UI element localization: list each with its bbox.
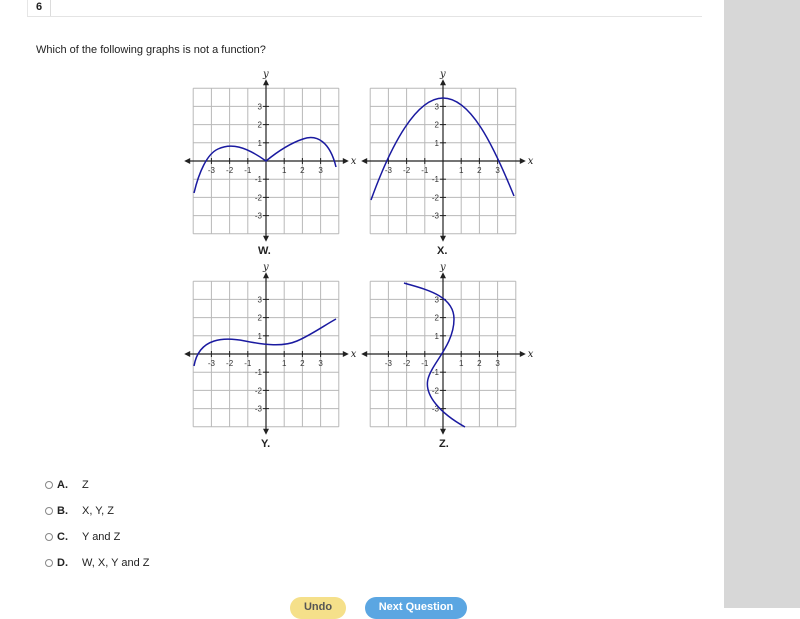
y-tick-label: -2 <box>254 193 262 203</box>
x-tick-label: 1 <box>458 166 464 175</box>
choice-c-letter: C. <box>57 531 68 543</box>
y-tick-label: -3 <box>431 404 439 414</box>
y-tick-label: -1 <box>431 175 439 185</box>
choice-a-text: Z <box>82 479 89 491</box>
choice-b-text: X, Y, Z <box>82 505 115 517</box>
x-axis-arrow-left <box>361 158 367 164</box>
choice-d-letter: D. <box>57 557 68 569</box>
y-tick-label: -2 <box>254 386 262 396</box>
y-axis-name: y <box>440 69 446 81</box>
graph-z <box>362 262 534 455</box>
x-axis-arrow-right <box>520 158 526 164</box>
graph-y <box>185 262 357 455</box>
graph-w-svg <box>185 69 357 262</box>
y-tick-label: 3 <box>257 295 262 305</box>
y-tick-label: -3 <box>254 211 262 221</box>
x-tick-label: -3 <box>384 359 392 368</box>
choice-c[interactable] <box>45 531 120 543</box>
x-tick-label: -3 <box>207 166 215 175</box>
y-tick-label: -3 <box>254 404 262 414</box>
choice-a-radio[interactable] <box>45 481 53 489</box>
y-axis-name: y <box>440 262 446 274</box>
graph-w <box>185 69 357 262</box>
x-axis-arrow-left <box>184 158 190 164</box>
x-tick-label: 3 <box>495 166 500 175</box>
graph-y-label: Y. <box>261 438 271 450</box>
x-axis-arrow-right <box>343 158 349 164</box>
graph-x-label: X. <box>437 245 448 257</box>
x-tick-label: -3 <box>207 359 215 368</box>
header-divider <box>27 16 702 17</box>
graph-w-label: W. <box>258 245 271 257</box>
x-tick-label: -1 <box>244 166 252 175</box>
y-axis-name: y <box>263 69 269 81</box>
y-tick-label: 3 <box>257 102 262 112</box>
x-tick-label: 1 <box>281 166 287 175</box>
question-number: 6 <box>27 0 51 17</box>
x-tick-label: 3 <box>495 359 500 368</box>
x-axis-name: x <box>527 349 534 360</box>
x-axis-arrow-left <box>361 351 367 357</box>
y-tick-label: -1 <box>254 368 262 378</box>
x-axis-name: x <box>527 156 534 167</box>
y-tick-label: 1 <box>434 331 439 341</box>
y-axis-arrow-down <box>263 236 269 242</box>
x-tick-label: 2 <box>300 166 305 175</box>
x-tick-label: 2 <box>477 359 482 368</box>
choice-a[interactable] <box>45 479 89 491</box>
choice-b-radio[interactable] <box>45 507 53 515</box>
y-axis-arrow-down <box>263 429 269 435</box>
x-tick-label: 2 <box>300 359 305 368</box>
y-tick-label: 1 <box>257 138 262 148</box>
y-tick-label: -3 <box>431 211 439 221</box>
x-axis-arrow-right <box>520 351 526 357</box>
y-tick-label: 1 <box>257 331 262 341</box>
x-axis-arrow-right <box>343 351 349 357</box>
y-tick-label: 3 <box>434 102 439 112</box>
choice-c-radio[interactable] <box>45 533 53 541</box>
x-tick-label: -3 <box>384 166 392 175</box>
choice-c-text: Y and Z <box>82 531 121 543</box>
x-tick-label: -1 <box>421 166 429 175</box>
y-tick-label: -2 <box>431 386 439 396</box>
y-tick-label: -2 <box>431 193 439 203</box>
y-axis-arrow-down <box>440 236 446 242</box>
right-gutter <box>724 0 800 608</box>
x-tick-label: 3 <box>318 166 323 175</box>
x-tick-label: 1 <box>281 359 287 368</box>
choice-d-radio[interactable] <box>45 559 53 567</box>
x-tick-label: 3 <box>318 359 323 368</box>
y-axis-arrow-down <box>440 429 446 435</box>
y-tick-label: 2 <box>434 313 439 323</box>
choice-d-text: W, X, Y and Z <box>82 557 150 569</box>
graph-x <box>362 69 534 262</box>
graph-w-curve <box>194 138 336 193</box>
y-tick-label: -1 <box>254 175 262 185</box>
x-tick-label: -1 <box>244 359 252 368</box>
graph-z-label: Z. <box>439 438 449 450</box>
x-tick-label: -1 <box>421 359 429 368</box>
choice-b-letter: B. <box>57 505 68 517</box>
y-tick-label: 2 <box>434 120 439 130</box>
y-tick-label: 3 <box>434 295 439 305</box>
question-text: Which of the following graphs is not a function? <box>36 44 266 56</box>
choice-b[interactable] <box>45 505 114 517</box>
next-question-button[interactable]: Next Question <box>365 597 467 619</box>
x-tick-label: 2 <box>477 166 482 175</box>
graph-x-grid <box>361 69 534 242</box>
graph-z-svg <box>362 262 534 455</box>
y-tick-label: 2 <box>257 313 262 323</box>
y-axis-name: y <box>263 262 269 274</box>
y-tick-label: -1 <box>431 368 439 378</box>
x-tick-label: -2 <box>403 359 411 368</box>
graph-y-grid <box>184 262 357 435</box>
x-axis-name: x <box>350 349 357 360</box>
undo-button[interactable]: Undo <box>290 597 346 619</box>
x-tick-label: -2 <box>226 166 234 175</box>
graph-y-curve <box>194 319 336 366</box>
y-tick-label: 2 <box>257 120 262 130</box>
x-tick-label: -2 <box>403 166 411 175</box>
y-tick-label: 1 <box>434 138 439 148</box>
x-axis-name: x <box>350 156 357 167</box>
x-tick-label: 1 <box>458 359 464 368</box>
x-axis-arrow-left <box>184 351 190 357</box>
graph-x-svg <box>362 69 534 262</box>
graph-z-grid <box>361 262 534 435</box>
graph-y-svg <box>185 262 357 455</box>
x-tick-label: -2 <box>226 359 234 368</box>
choice-d[interactable] <box>45 557 149 569</box>
choice-a-letter: A. <box>57 479 68 491</box>
